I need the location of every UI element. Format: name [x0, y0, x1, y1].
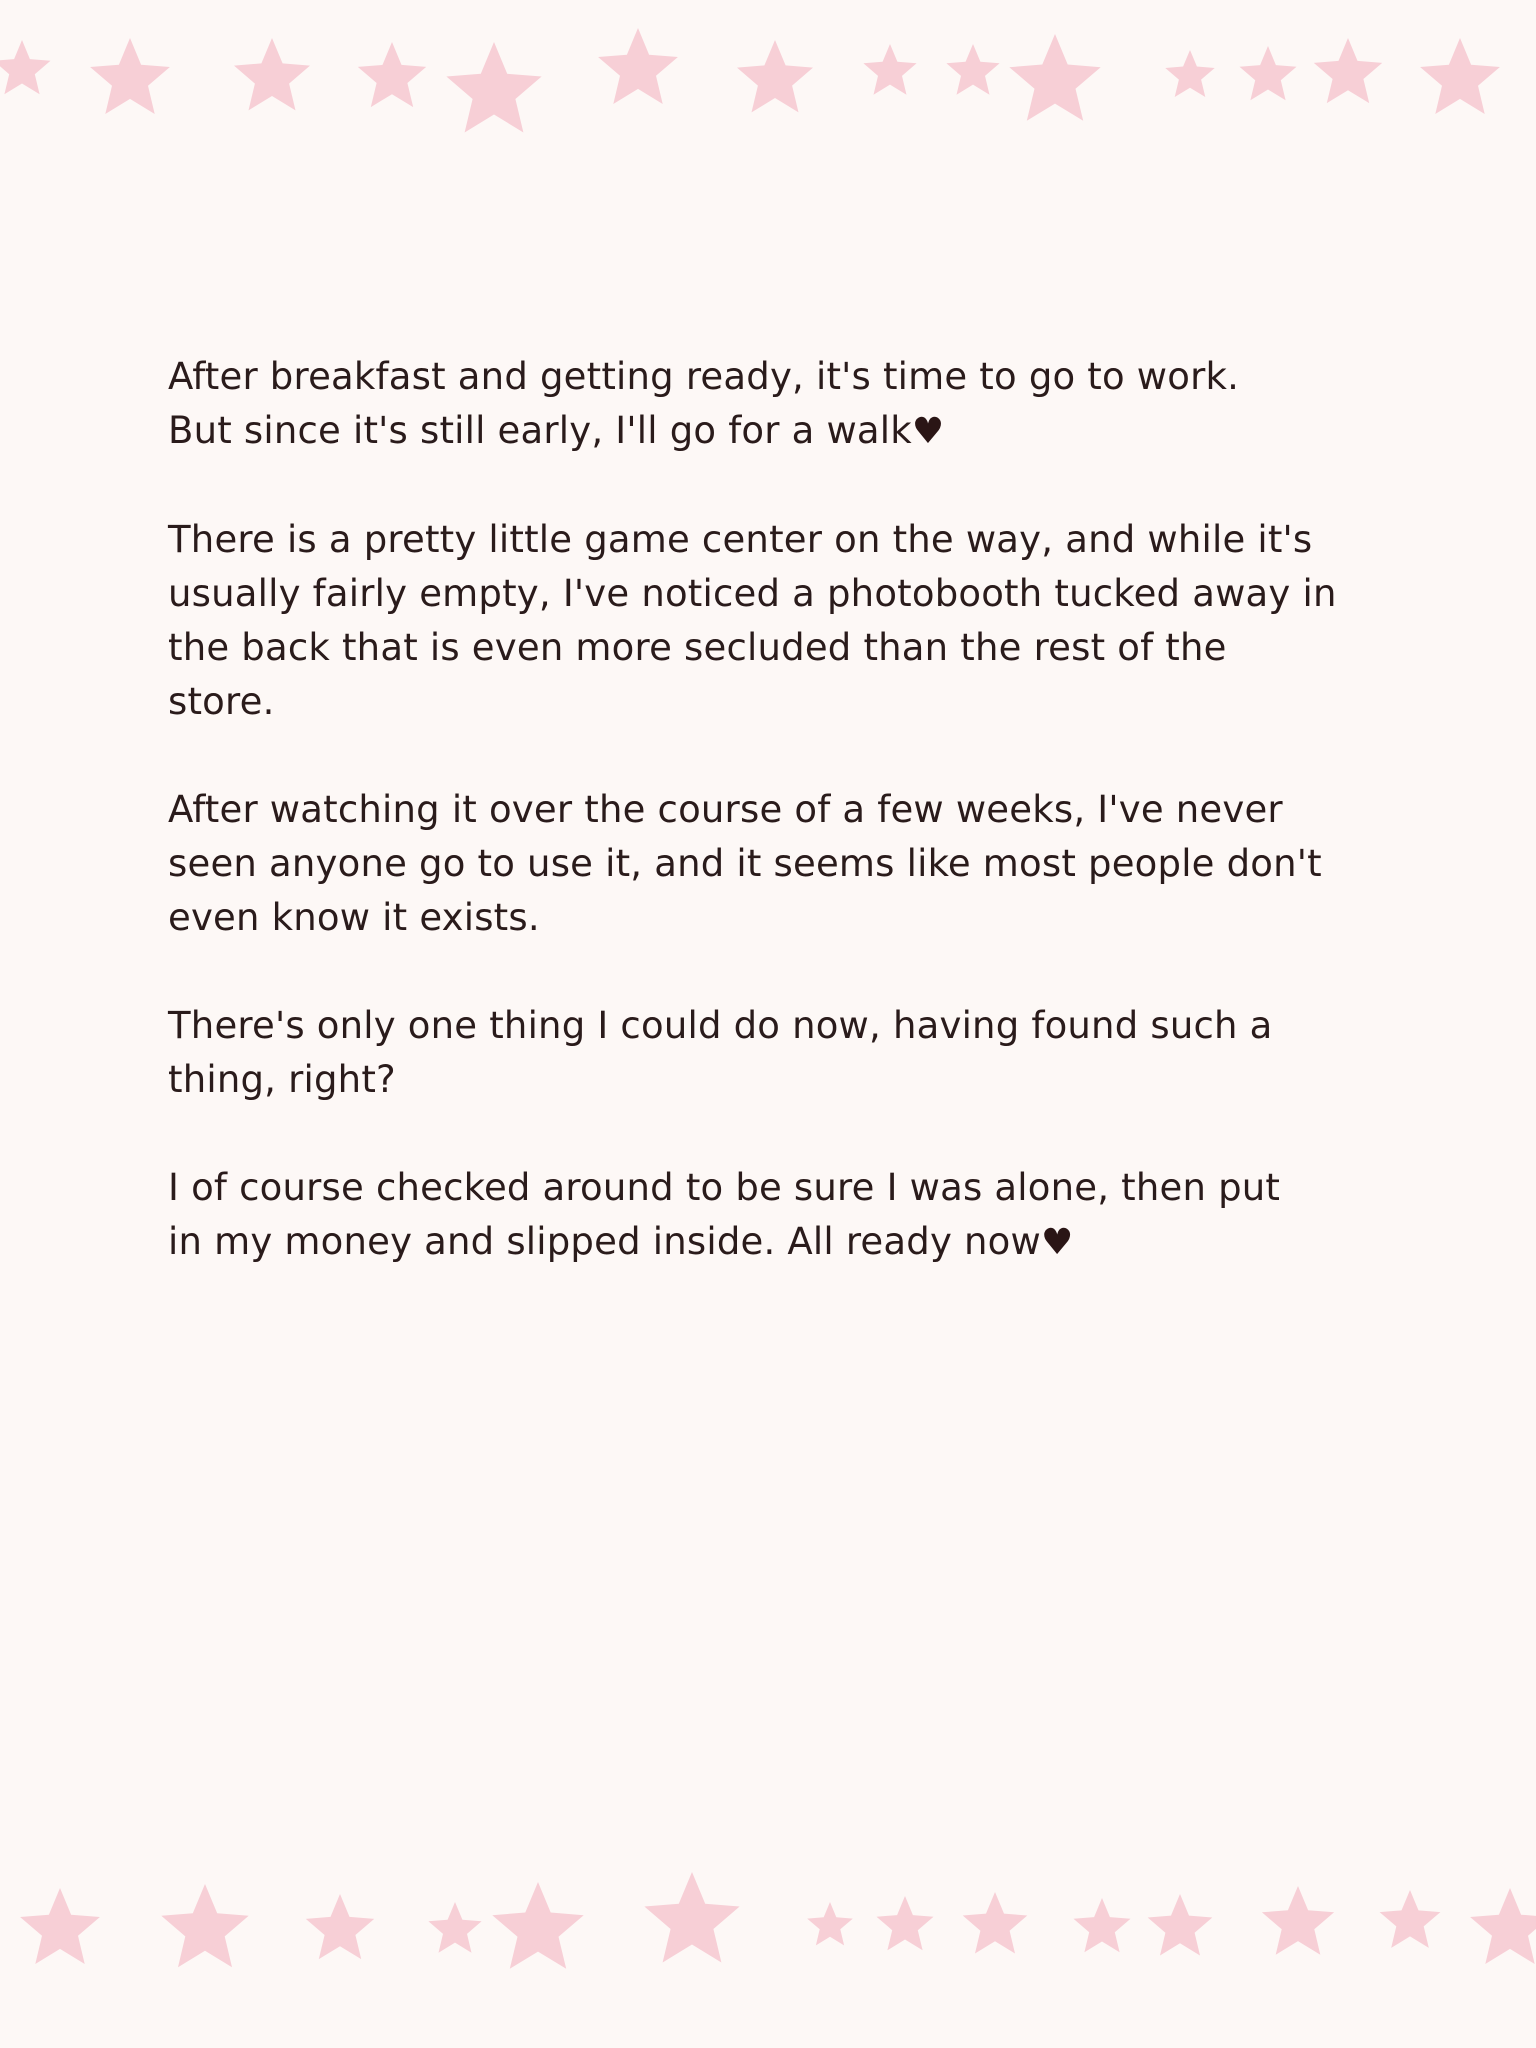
star-icon: [1262, 1886, 1334, 1955]
letter-body: [168, 350, 1398, 1324]
star-icon: [1470, 1888, 1536, 1964]
star-icon: [1240, 46, 1297, 100]
star-icon: [492, 1882, 583, 1969]
star-icon: [1074, 1898, 1131, 1952]
star-icon: [234, 38, 310, 110]
star-icon: [161, 1884, 248, 1967]
bottom-star-border: [0, 1860, 1536, 2020]
star-icon: [1380, 1890, 1441, 1948]
star-icon: [306, 1894, 374, 1959]
paragraph-1: [168, 350, 1398, 459]
star-icon: [863, 44, 916, 95]
star-icon: [807, 1902, 853, 1945]
heart-icon: ♥: [1040, 1222, 1074, 1263]
star-icon: [598, 28, 678, 104]
top-star-row: [0, 0, 1536, 160]
paragraph-5-text: I of course checked around to be sure I was alone, then put in my money and slipped inside. All ready now: [168, 1166, 1281, 1263]
star-icon: [90, 38, 170, 114]
paragraph-1-text: After breakfast and getting ready, it's time to go to work. But since it's still early, I'll go for a walk: [168, 355, 1240, 452]
paragraph-4-text: There's only one thing I could do now, having found such a thing, right?: [168, 1004, 1273, 1101]
star-icon: [737, 40, 813, 112]
paragraph-2-text: There is a pretty little game center on the way, and while it's usually fairly empty, I've noticed a photobooth tucked away in the back that is even more secluded than the rest of the store.: [168, 518, 1337, 723]
star-icon: [20, 1888, 100, 1964]
paragraph-5: [168, 1161, 1398, 1270]
star-icon: [1314, 38, 1382, 103]
paragraph-3-text: After watching it over the course of a few weeks, I've never seen anyone go to use it, and it seems like most people don't even know it exists.: [168, 788, 1322, 939]
star-icon: [428, 1902, 481, 1953]
star-icon: [644, 1872, 739, 1963]
star-icon: [0, 40, 51, 94]
star-icon: [358, 42, 426, 107]
paragraph-2: [168, 513, 1398, 729]
star-icon: [1420, 38, 1500, 114]
star-icon: [946, 44, 999, 95]
star-icon: [963, 1892, 1028, 1954]
bottom-star-row: [0, 1860, 1536, 2020]
star-icon: [1009, 34, 1100, 121]
paragraph-4: [168, 999, 1398, 1107]
paragraph-3: [168, 783, 1398, 945]
top-star-border: [0, 0, 1536, 160]
star-icon: [446, 42, 541, 133]
star-icon: [877, 1896, 934, 1950]
heart-icon: ♥: [911, 411, 945, 452]
star-icon: [1148, 1894, 1213, 1956]
star-icon: [1165, 50, 1214, 97]
